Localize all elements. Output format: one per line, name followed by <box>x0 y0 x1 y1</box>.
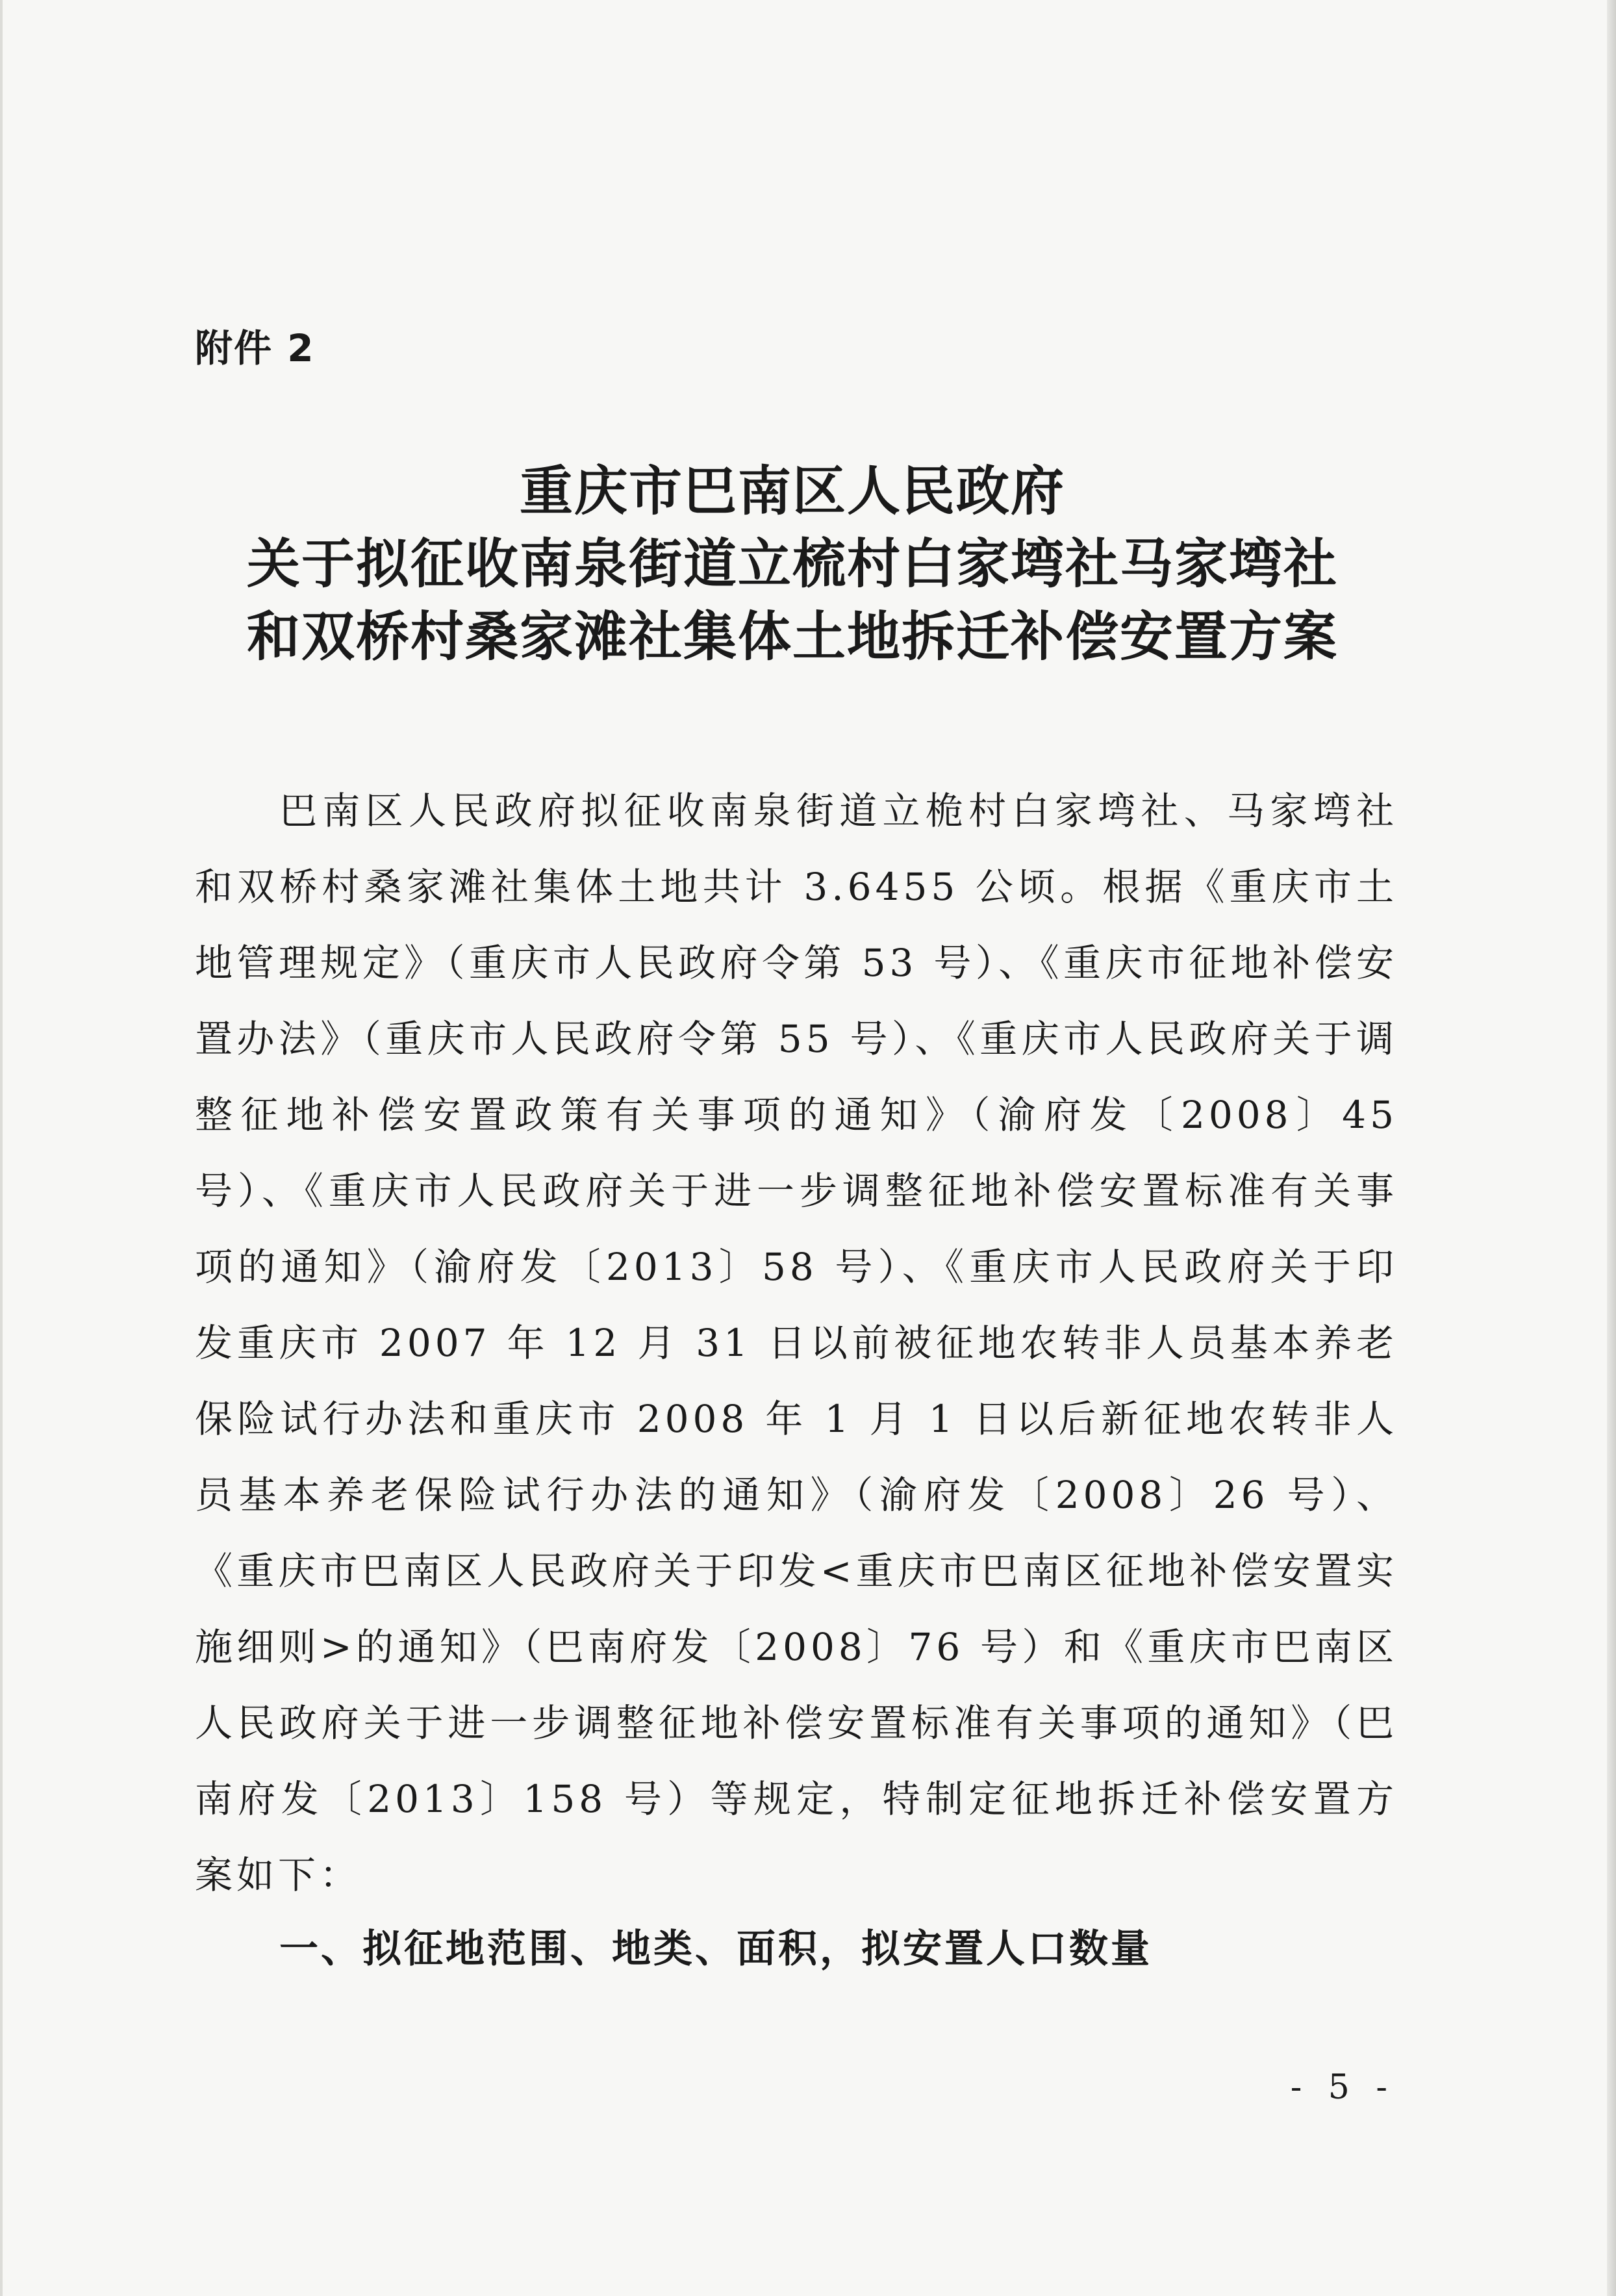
body-paragraph: 巴南区人民政府拟征收南泉街道立桅村白家塆社、马家塆社和双桥村桑家滩社集体土地共计 3.6455 公顷。根据《重庆市土地管理规定》（重庆市人民政府令第 53 号）、《重庆市征地补偿安置办法》（重庆市人民政府令第 55 号）、《重庆市人民政府关于调整征地补偿安置政策有关事项的通知》（渝府发〔2008〕45 号）、《重庆市人民政府关于进一步调整征地补偿安置标准有关事项的通知》（渝府发〔2013〕58 号）、《重庆市人民政府关于印发重庆市 2007 年 12 月 31 日以前被征地农转非人员基本养老保险试行办法和重庆市 2008 年 1 月 1 日以后新征地农转非人员基本养老保险试行办法的通知》（渝府发〔2008〕26 号）、《重庆市巴南区人民政府关于印发<重庆市巴南区征地补偿安置实施细则>的通知》（巴南府发〔2008〕76 号）和《重庆市巴南区人民政府关于进一步调整征地补偿安置标准有关事项的通知》（巴南府发〔2013〕158 号）等规定，特制定征地拆迁补偿安置方案如下： <box>195 789 1398 1897</box>
title-line-3: 和双桥村桑家滩社集体土地拆迁补偿安置方案 <box>246 606 1338 668</box>
scan-right-edge <box>1607 0 1616 2296</box>
document-title <box>195 455 1390 673</box>
section-heading-1: 一、拟征地范围、地类、面积，拟安置人口数量 <box>279 1926 1152 1972</box>
scan-left-edge <box>0 0 3 2296</box>
title-line-1: 重庆市巴南区人民政府 <box>519 460 1065 522</box>
page-number: - 5 - <box>1290 2068 1395 2107</box>
title-line-2: 关于拟征收南泉街道立梳村白家塆社马家塆社 <box>246 533 1338 595</box>
attachment-label: 附件 2 <box>195 326 315 370</box>
